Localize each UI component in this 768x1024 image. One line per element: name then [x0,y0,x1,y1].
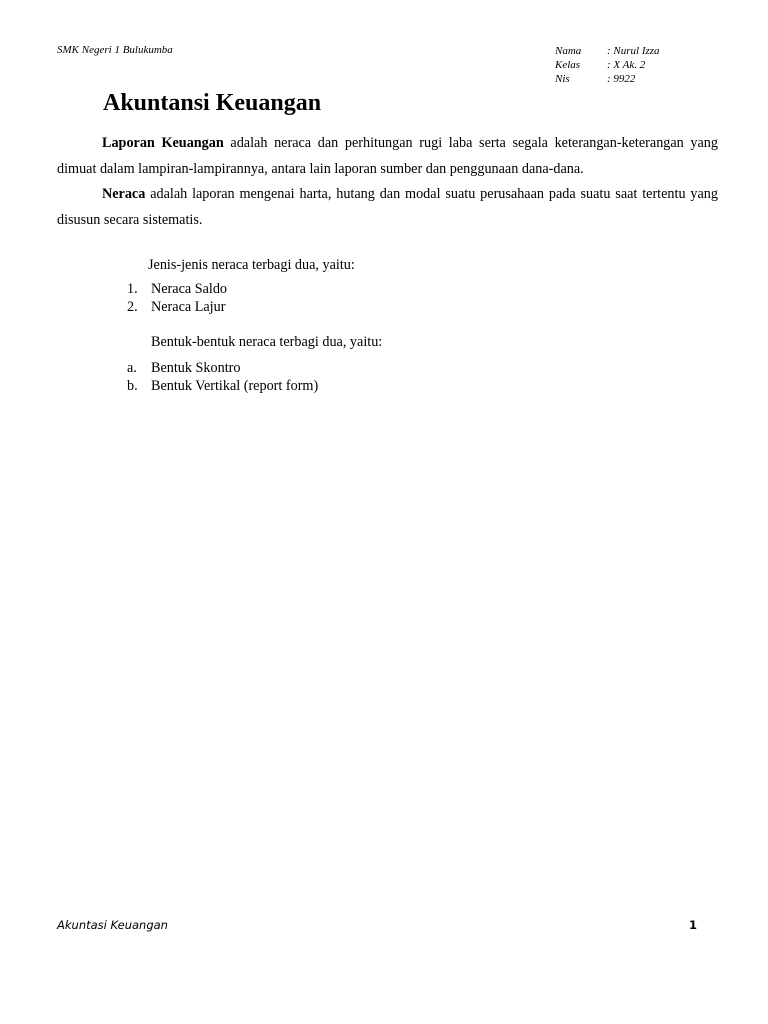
list-intro-bentuk: Bentuk-bentuk neraca terbagi dua, yaitu: [151,334,383,350]
info-value: : Nurul Izza [607,45,660,57]
student-info-row [555,44,660,58]
info-value: : X Ak. 2 [607,59,646,71]
student-info-row [555,58,660,72]
page-number: 1 [689,918,698,932]
lettered-list [127,359,318,395]
info-value: : 9922 [607,73,636,85]
paragraph-text: adalah laporan mengenai harta, hutang dan modal suatu perusahaan pada suatu saat tertentu yang disusun secara sistematis. [57,186,718,228]
student-info-row [555,72,660,86]
list-marker: 1. [127,281,138,297]
list-item [127,359,318,377]
paragraph-laporan-keuangan [57,130,718,182]
paragraph-neraca [57,181,718,233]
list-item-text: Bentuk Skontro [151,360,241,376]
list-marker: 2. [127,299,138,315]
list-marker: a. [127,360,137,376]
list-item [127,298,227,316]
info-label: Nis [555,73,570,85]
defined-term: Laporan Keuangan [102,135,224,151]
paragraph-text: adalah neraca dan perhitungan rugi laba serta segala keterangan-keterangan yang dimuat dalam lampiran-lampirannya, antara lain laporan sumber dan penggunaan dana-dana. [57,135,718,177]
list-marker: b. [127,378,138,394]
numbered-list [127,280,227,316]
student-info [555,44,660,86]
footer-title: Akuntasi Keuangan [57,918,168,932]
page-title: Akuntansi Keuangan [103,90,322,116]
list-item [127,280,227,298]
info-label: Nama [555,45,582,57]
defined-term: Neraca [102,186,146,202]
list-item-text: Neraca Saldo [151,281,228,297]
info-label: Kelas [555,59,581,71]
list-item [127,377,318,395]
school-name: SMK Negeri 1 Bulukumba [57,44,173,56]
list-item-text: Bentuk Vertikal (report form) [151,378,319,394]
list-intro-jenis: Jenis-jenis neraca terbagi dua, yaitu: [148,257,355,273]
list-item-text: Neraca Lajur [151,299,226,315]
